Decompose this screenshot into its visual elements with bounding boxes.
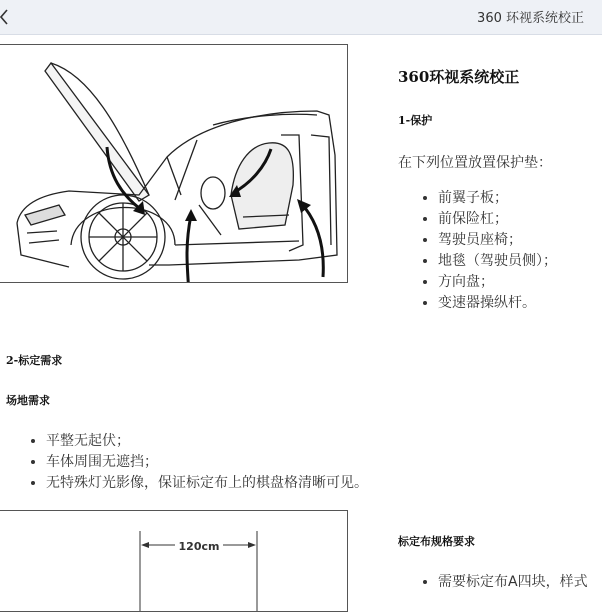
cloth-spec-list	[418, 572, 602, 593]
car-protection-illustration	[0, 44, 348, 283]
dimension-label: 120cm	[178, 540, 220, 553]
cloth-spec-heading: 标定布规格要求	[398, 535, 475, 548]
protection-intro: 在下列位置放置保护垫：	[398, 155, 552, 171]
section-title: 360环视系统校正	[398, 68, 520, 86]
top-bar	[0, 0, 602, 35]
site-requirements-heading: 场地需求	[6, 394, 50, 407]
calibration-cloth-illustration	[0, 510, 348, 612]
protection-list	[418, 188, 557, 314]
calibration-cloth-drawing	[0, 511, 347, 611]
list-item: • 驾驶员座椅；	[438, 230, 557, 251]
list-item: • 平整无起伏；	[46, 431, 368, 452]
calibration-requirements-heading: 2-标定需求	[6, 354, 63, 367]
list-item: • 前保险杠；	[438, 209, 557, 230]
list-item: • 地毯（驾驶员侧）；	[438, 251, 557, 272]
list-item: • 需要标定布A四块，样式	[438, 572, 602, 593]
chevron-left-icon[interactable]	[0, 7, 10, 27]
list-item: • 方向盘；	[438, 272, 557, 293]
site-requirements-list	[26, 431, 368, 494]
list-item: • 变速器操纵杆。	[438, 293, 557, 314]
list-item: • 前翼子板；	[438, 188, 557, 209]
list-item: • 无特殊灯光影像，保证标定布上的棋盘格清晰可见。	[46, 473, 368, 494]
list-item: • 车体周围无遮挡；	[46, 452, 368, 473]
protection-heading: 1-保护	[398, 114, 433, 127]
car-drawing	[0, 45, 347, 282]
page-title: 360 环视系统校正	[477, 11, 584, 26]
